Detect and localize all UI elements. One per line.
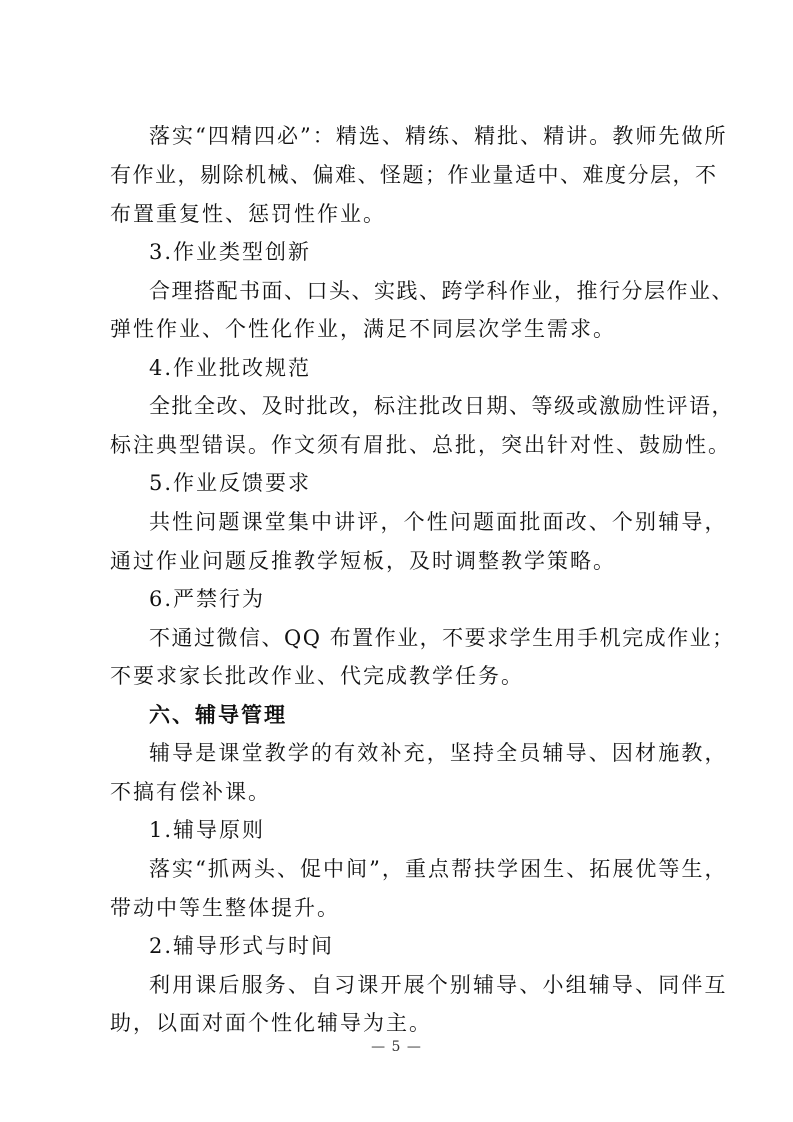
- paragraph-line: 不搞有偿补课。: [110, 780, 271, 804]
- paragraph-line: 标注典型错误。作文须有眉批、总批，突出针对性、鼓励性。: [110, 433, 731, 457]
- paragraph-line: 落实“四精四必”：精选、精练、精批、精讲。教师先做所: [149, 124, 727, 148]
- section-heading: 六、辅导管理: [149, 703, 287, 727]
- paragraph-line: 带动中等生整体提升。: [110, 896, 340, 920]
- subheading: 6.严禁行为: [149, 587, 266, 611]
- subheading: 2.辅导形式与时间: [149, 934, 335, 958]
- paragraph-line: 助，以面对面个性化辅导为主。: [110, 1011, 432, 1035]
- subheading: 4.作业批改规范: [149, 356, 312, 380]
- paragraph-line: 全批全改、及时批改，标注批改日期、等级或激励性评语，: [149, 394, 734, 418]
- paragraph-line: 落实“抓两头、促中间”，重点帮扶学困生、拓展优等生，: [149, 857, 727, 881]
- paragraph-line: 辅导是课堂教学的有效补充，坚持全员辅导、因材施教，: [149, 741, 727, 765]
- subheading: 3.作业类型创新: [149, 240, 312, 264]
- paragraph-line: 利用课后服务、自习课开展个别辅导、小组辅导、同伴互: [149, 973, 727, 997]
- paragraph-line: 通过作业问题反推教学短板，及时调整教学策略。: [110, 549, 616, 573]
- paragraph-line: 不通过微信、QQ 布置作业，不要求学生用手机完成作业；: [149, 626, 735, 650]
- paragraph-line: 有作业，剔除机械、偏难、怪题；作业量适中、难度分层，不: [110, 163, 718, 187]
- paragraph-line: 布置重复性、惩罚性作业。: [110, 202, 386, 226]
- paragraph-line: 合理搭配书面、口头、实践、跨学科作业，推行分层作业、: [149, 279, 734, 303]
- subheading: 5.作业反馈要求: [149, 471, 312, 495]
- subheading: 1.辅导原则: [149, 818, 266, 842]
- paragraph-line: 共性问题课堂集中讲评，个性问题面批面改、个别辅导，: [149, 510, 727, 534]
- page-number: — 5 —: [371, 1039, 422, 1055]
- paragraph-line: 弹性作业、个性化作业，满足不同层次学生需求。: [110, 317, 616, 341]
- paragraph-line: 不要求家长批改作业、代完成教学任务。: [110, 664, 524, 688]
